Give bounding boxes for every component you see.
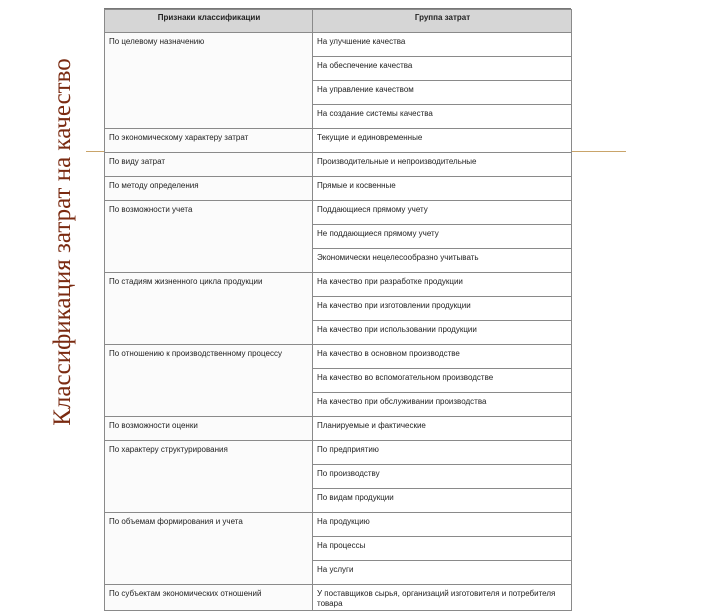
classification-table-container [104, 8, 571, 608]
cost-group-cell: Поддающиеся прямому учету [313, 201, 572, 225]
cost-group-cell: На обеспечение качества [313, 57, 572, 81]
slide-title: Классификация затрат на качество [49, 58, 76, 426]
table-row [105, 417, 572, 441]
cost-group-cell: Не поддающиеся прямому учету [313, 225, 572, 249]
table-row [105, 201, 572, 225]
table-row [105, 441, 572, 465]
criterion-cell: По субъектам экономических отношений [105, 585, 313, 611]
criterion-cell: По стадиям жизненного цикла продукции [105, 273, 313, 345]
cost-group-cell: На процессы [313, 537, 572, 561]
cost-group-cell: На качество при использовании продукции [313, 321, 572, 345]
cost-group-cell: По предприятию [313, 441, 572, 465]
cost-group-cell: На качество в основном производстве [313, 345, 572, 369]
table-row [105, 177, 572, 201]
criterion-cell: По целевому назначению [105, 33, 313, 129]
cost-group-cell: На управление качеством [313, 81, 572, 105]
criterion-cell: По характеру структурирования [105, 441, 313, 513]
cost-group-cell: На улучшение качества [313, 33, 572, 57]
cost-group-cell: На качество во вспомогательном производстве [313, 369, 572, 393]
criterion-cell: По методу определения [105, 177, 313, 201]
header-cost-group: Группа затрат [313, 10, 572, 33]
criterion-cell: По возможности учета [105, 201, 313, 273]
cost-group-cell: На услуги [313, 561, 572, 585]
table-row [105, 513, 572, 537]
cost-group-cell: По видам продукции [313, 489, 572, 513]
header-criteria: Признаки классификации [105, 10, 313, 33]
cost-group-cell: На качество при разработке продукции [313, 273, 572, 297]
table-row [105, 345, 572, 369]
table-row [105, 33, 572, 57]
criterion-cell: По возможности оценки [105, 417, 313, 441]
criterion-cell: По отношению к производственному процессу [105, 345, 313, 417]
cost-group-cell: Планируемые и фактические [313, 417, 572, 441]
table-body [105, 33, 572, 611]
table-row [105, 129, 572, 153]
cost-group-cell: Прямые и косвенные [313, 177, 572, 201]
cost-group-cell: На качество при обслуживании производства [313, 393, 572, 417]
cost-group-cell: На качество при изготовлении продукции [313, 297, 572, 321]
table-header-row [105, 10, 572, 33]
cost-group-cell: Экономически нецелесообразно учитывать [313, 249, 572, 273]
cost-group-cell: У поставщиков сырья, организаций изготовителя и потребителя товара [313, 585, 572, 611]
table-row [105, 273, 572, 297]
cost-group-cell: Текущие и единовременные [313, 129, 572, 153]
criterion-cell: По экономическому характеру затрат [105, 129, 313, 153]
criterion-cell: По виду затрат [105, 153, 313, 177]
cost-group-cell: На создание системы качества [313, 105, 572, 129]
cost-group-cell: На продукцию [313, 513, 572, 537]
cost-group-cell: Производительные и непроизводительные [313, 153, 572, 177]
criterion-cell: По объемам формирования и учета [105, 513, 313, 585]
table-row [105, 585, 572, 611]
table-row [105, 153, 572, 177]
cost-group-cell: По производству [313, 465, 572, 489]
classification-table [104, 9, 572, 611]
